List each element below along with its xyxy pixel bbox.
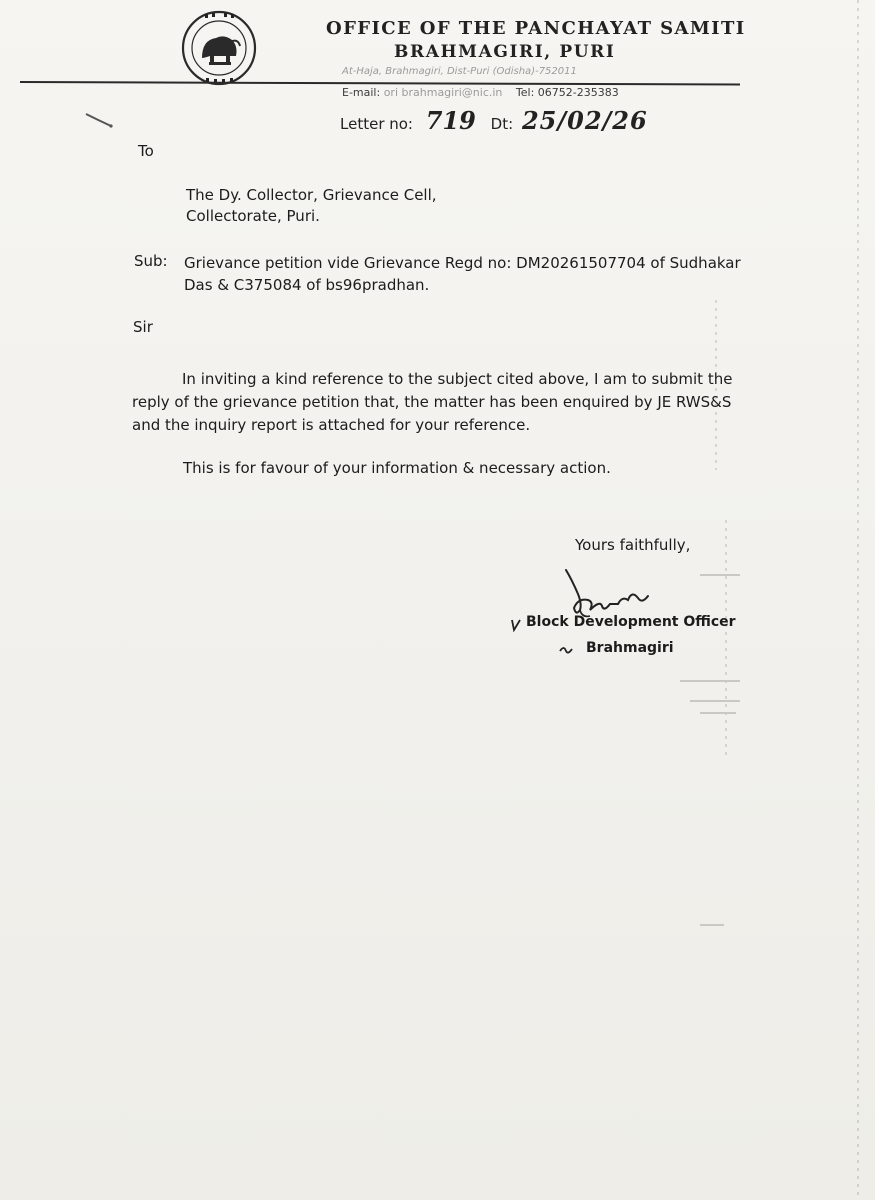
recipient-line-1: The Dy. Collector, Grievance Cell, (186, 186, 437, 204)
tick-mark-icon (510, 618, 522, 632)
subject-text: Grievance petition vide Grievance Regd no: DM20261507704 of Sudhakar Das & C375084 of bs96pradhan. (184, 254, 741, 294)
initial-mark-icon (558, 643, 574, 657)
complimentary-close: Yours faithfully, (575, 536, 691, 554)
office-subtitle: BRAHMAGIRI, PURI (394, 42, 616, 62)
date-label: Dt: (490, 115, 514, 133)
contact-line (342, 86, 619, 99)
signature-icon (560, 560, 680, 622)
email-label: E-mail: (342, 86, 381, 99)
office-title: OFFICE OF THE PANCHAYAT SAMITI (326, 18, 746, 39)
letter-no-value: 719 (425, 106, 476, 135)
tel-value: 06752-235383 (537, 86, 619, 99)
email-value[interactable]: ori brahmagiri@nic.in (383, 86, 503, 99)
salutation: Sir (133, 318, 153, 336)
closing-paragraph: This is for favour of your information & necessary action. (183, 459, 611, 477)
to-label: To (138, 142, 154, 160)
odisha-emblem-icon (172, 8, 266, 88)
pen-mark-icon (84, 112, 114, 128)
tel-label: Tel: (515, 86, 535, 99)
letter-number-line (340, 106, 648, 135)
subject-label: Sub: (134, 252, 168, 270)
recipient-line-2: Collectorate, Puri. (186, 207, 320, 225)
office-address: At-Haja, Brahmagiri, Dist-Puri (Odisha)-752011 (342, 66, 577, 77)
body-paragraph: In inviting a kind reference to the subject cited above, I am to submit the reply of the grievance petition that, the matter has been enquired by JE RWS&S and the inquiry report is attached for your reference. (132, 370, 733, 434)
signatory-title: Block Development Officer (526, 614, 736, 630)
signatory-place: Brahmagiri (586, 640, 674, 656)
date-value: 25/02/26 (521, 106, 648, 135)
letter-no-label: Letter no: (340, 115, 413, 133)
